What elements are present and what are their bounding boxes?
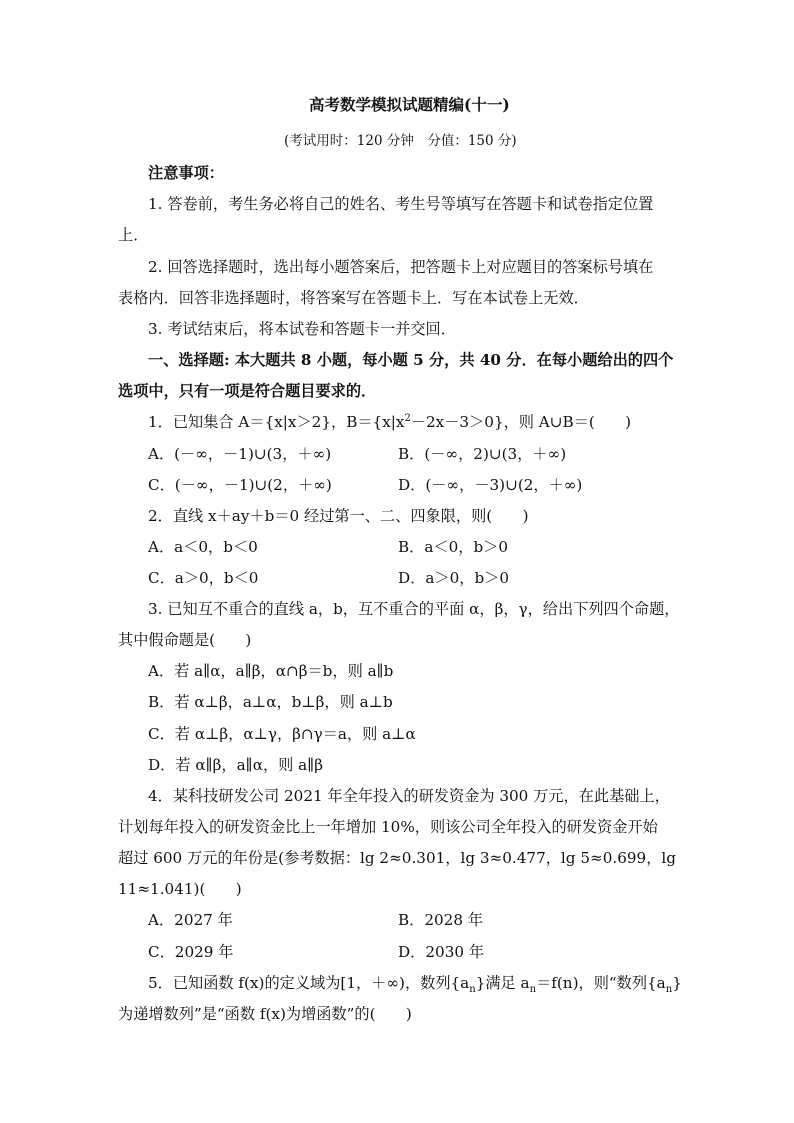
q1-stem-post: －2x－3＞0}，则 A∪B＝( ) xyxy=(410,413,632,431)
q4-option-d: D．2030 年 xyxy=(398,943,485,961)
q2-option-c: C．a＞0，b＜0 xyxy=(148,569,259,587)
q5-stem-part-4: } xyxy=(672,974,682,992)
q5-stem-part-3: ＝f(n)，则“数列{a xyxy=(536,974,666,992)
q3-option-d: D．若 α∥β，a∥α，则 a∥β xyxy=(148,756,323,774)
q4-option-b: B．2028 年 xyxy=(398,911,484,929)
q2-option-a: A．a＜0，b＜0 xyxy=(148,538,258,556)
q5-subscript-2: n xyxy=(529,984,537,996)
q5-stem-line-2: 为递增数列”是“函数 f(x)为增函数”的( ) xyxy=(118,1005,412,1023)
q2-stem: 2．直线 x＋ay＋b＝0 经过第一、二、四象限，则( ) xyxy=(148,507,529,525)
q4-stem-line-1: 4．某科技研发公司 2021 年全年投入的研发资金为 300 万元，在此基础上， xyxy=(148,787,670,805)
notes-heading: 注意事项： xyxy=(148,164,224,182)
q1-stem xyxy=(148,412,794,432)
note-1-line-2: 上． xyxy=(118,226,149,244)
q1-option-b: B．(－∞，2)∪(3，＋∞) xyxy=(398,445,567,463)
q3-stem-line-1: 3. 已知互不重合的直线 a，b，互不重合的平面 α，β，γ，给出下列四个命题， xyxy=(148,600,680,618)
q1-option-c: C．(－∞，－1)∪(2，＋∞) xyxy=(148,476,332,494)
note-2-line-2: 表格内．回答非选择题时，将答案写在答题卡上．写在本试卷上无效． xyxy=(118,289,589,307)
section-heading-line-2: 选项中，只有一项是符合题目要求的． xyxy=(118,382,377,400)
q2-option-d: D．a＞0，b＞0 xyxy=(398,569,510,587)
q5-subscript-1: n xyxy=(469,984,476,996)
q5-stem-line-1 xyxy=(148,973,794,996)
section-heading-line-1: 一、选择题: 本大题共 8 小题，每小题 5 分，共 40 分．在每小题给出的四个 xyxy=(148,351,674,369)
q4-option-a: A．2027 年 xyxy=(148,911,233,929)
q2-option-b: B．a＜0，b＞0 xyxy=(398,538,509,556)
q3-option-c: C．若 α⊥β，α⊥γ，β∩γ＝a，则 a⊥α xyxy=(148,725,416,743)
q5-stem-part-2: }满足 a xyxy=(475,974,530,992)
q1-stem-pre: 1．已知集合 A＝{x|x＞2}，B＝{x|x xyxy=(148,413,405,431)
q1-stem-sup: 2 xyxy=(404,412,411,424)
q4-stem-line-3: 超过 600 万元的年份是(参考数据：lg 2≈0.301，lg 3≈0.477，lg 5≈0.699，lg xyxy=(118,849,676,867)
page-title: 高考数学模拟试题精编(十一) xyxy=(309,95,510,114)
q4-stem-line-2: 计划每年投入的研发资金比上一年增加 10%，则该公司全年投入的研发资金开始 xyxy=(118,818,658,836)
note-3: 3. 考试结束后，将本试卷和答题卡一并交回． xyxy=(148,320,456,338)
q4-stem-line-4: 11≈1.041)( ) xyxy=(118,880,242,898)
q1-option-d: D．(－∞，－3)∪(2，＋∞) xyxy=(398,476,583,494)
q4-option-c: C．2029 年 xyxy=(148,943,234,961)
note-2-line-1: 2. 回答选择题时，选出每小题答案后，把答题卡上对应题目的答案标号填在 xyxy=(148,258,654,276)
q3-option-b: B．若 α⊥β，a⊥α，b⊥β，则 a⊥b xyxy=(148,693,393,711)
q1-option-a: A．(－∞，－1)∪(3，＋∞) xyxy=(148,445,332,463)
q5-subscript-3: n xyxy=(665,984,673,996)
q3-stem-line-2: 其中假命题是( ) xyxy=(118,631,252,649)
exam-info: (考试用时：120 分钟 分值：150 分) xyxy=(284,133,517,149)
q3-option-a: A．若 a∥α，a∥β，α∩β＝b，则 a∥b xyxy=(148,662,394,680)
q5-stem-part-1: 5．已知函数 f(x)的定义域为[1，＋∞)，数列{a xyxy=(148,974,470,992)
note-1-line-1: 1. 答卷前，考生务必将自己的姓名、考生号等填写在答题卡和试卷指定位置 xyxy=(148,195,654,213)
